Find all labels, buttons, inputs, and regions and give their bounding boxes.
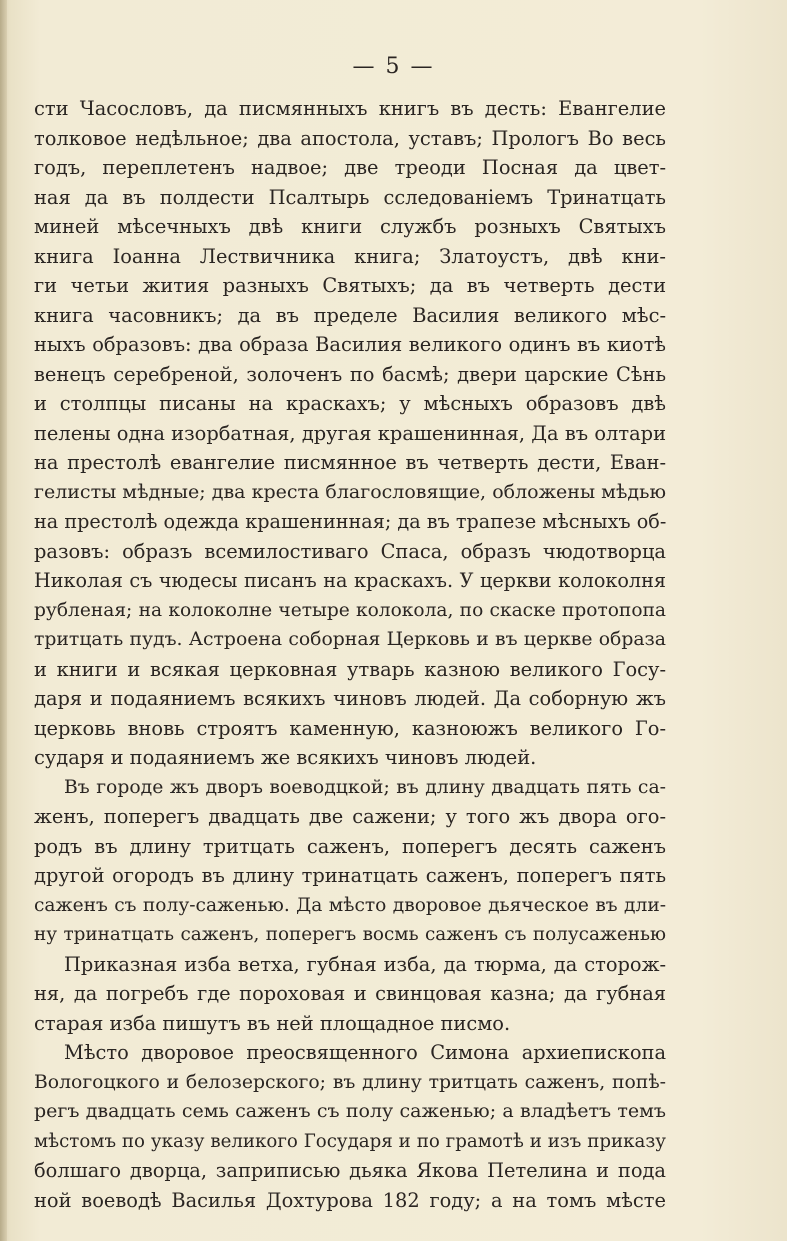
text-line: другой огородъ въ длину тринатцать саженъ, поперегъ пять xyxy=(34,864,666,887)
text-line: толковое недѣльное; два апостола, уставъ; Прологъ Во весь xyxy=(34,126,666,150)
text-line: Вологоцкого и белозерского; въ длину тритцать саженъ, попѣ- xyxy=(34,1071,666,1093)
text-line: сударя и подаяниемъ же всякихъ чиновъ людей. xyxy=(34,746,537,769)
text-line: Приказная изба ветха, губная изба, да тюрма, да сторож- xyxy=(64,952,666,976)
page-spine xyxy=(0,0,7,1241)
text-line: регъ двадцать семь саженъ съ полу саженью; а владѣетъ темъ xyxy=(34,1100,666,1122)
text-line: сти Часословъ, да писмянныхъ книгъ въ десть: Евангелие xyxy=(34,97,666,120)
text-line: Николая съ чюдесы писанъ на краскахъ. У церкви колоколня xyxy=(34,569,666,592)
text-line: болшаго дворца, заприписью дьяка Якова Петелина и пода xyxy=(34,1159,666,1182)
page-number: — 5 — xyxy=(352,54,435,79)
text-line: гелисты мѣдные; два креста благословящие, обложены мѣдью xyxy=(34,480,666,503)
text-line: Въ городе жъ дворъ воеводцкой; въ длину двадцать пять са- xyxy=(64,776,666,798)
text-line: ной воеводѣ Василья Дохтурова 182 году; а на томъ мѣсте xyxy=(34,1188,666,1212)
text-line: на престолѣ одежда крашенинная; да въ трапезе мѣсныхъ об- xyxy=(34,510,666,533)
text-line: книга часовникъ; да въ пределе Василия великого мѣс- xyxy=(34,303,666,327)
text-line: Мѣсто дворовое преосвященного Симона архиепископа xyxy=(64,1041,666,1064)
text-line: венецъ серебреной, золоченъ по басмѣ; двери царские Сѣнь xyxy=(34,362,666,386)
text-line: и столпцы писаны на краскахъ; у мѣсныхъ образовъ двѣ xyxy=(34,392,666,415)
text-line: рубленая; на колоколне четыре колокола, по скаске протопопа xyxy=(34,599,666,621)
body-text xyxy=(34,94,666,1215)
text-line: ныхъ образовъ: два образа Василия великого одинъ въ киотѣ xyxy=(34,333,666,356)
text-line: родъ въ длину тритцать саженъ, поперегъ десять саженъ xyxy=(34,834,666,858)
text-line: ня, да погребъ где пороховая и свинцовая казна; да губная xyxy=(34,982,666,1005)
text-line: саженъ съ полу-саженью. Да мѣсто дворовое дьяческое въ дли- xyxy=(34,894,666,916)
text-line: ная да въ полдести Псалтырь сследованіемъ Тринатцать xyxy=(34,185,666,209)
text-line: разовъ: образъ всемилостиваго Спаса, образъ чюдотворца xyxy=(34,539,666,563)
text-line: мѣстомъ по указу великого Государя и по грамотѣ и изъ приказу xyxy=(34,1130,666,1152)
text-line: пелены одна изорбатная, другая крашенинная, Да въ олтари xyxy=(34,421,666,445)
text-line: женъ, поперегъ двадцать две сажени; у того жъ двора ого- xyxy=(34,805,666,828)
text-line: старая изба пишутъ въ ней площадное писмо. xyxy=(34,1011,511,1035)
text-line: на престолѣ евангелие писмянное въ четверть дести, Еван- xyxy=(34,451,666,474)
text-line: ну тринатцать саженъ, поперегъ восмь саженъ съ полусаженью xyxy=(34,924,666,945)
text-line: книга Іоанна Лествичника книга; Златоустъ, двѣ кни- xyxy=(34,244,666,268)
text-line: даря и подаяниемъ всякихъ чиновъ людей. Да соборную жъ xyxy=(34,687,666,710)
text-line: ги четьи жития разныхъ Святыхъ; да въ четверть дести xyxy=(34,274,666,297)
text-line: миней мѣсечныхъ двѣ книги службъ розныхъ Святыхъ xyxy=(34,215,666,238)
text-line: тритцать пудъ. Астроена соборная Церковь и въ церкве образа xyxy=(34,629,666,650)
text-line: и книги и всякая церковная утварь казною великого Госу- xyxy=(34,657,666,681)
text-line: годъ, переплетенъ надвое; две треоди Посная да цвет- xyxy=(34,156,666,179)
text-line: церковь вновь строятъ каменную, казноюжъ великого Го- xyxy=(34,716,666,740)
